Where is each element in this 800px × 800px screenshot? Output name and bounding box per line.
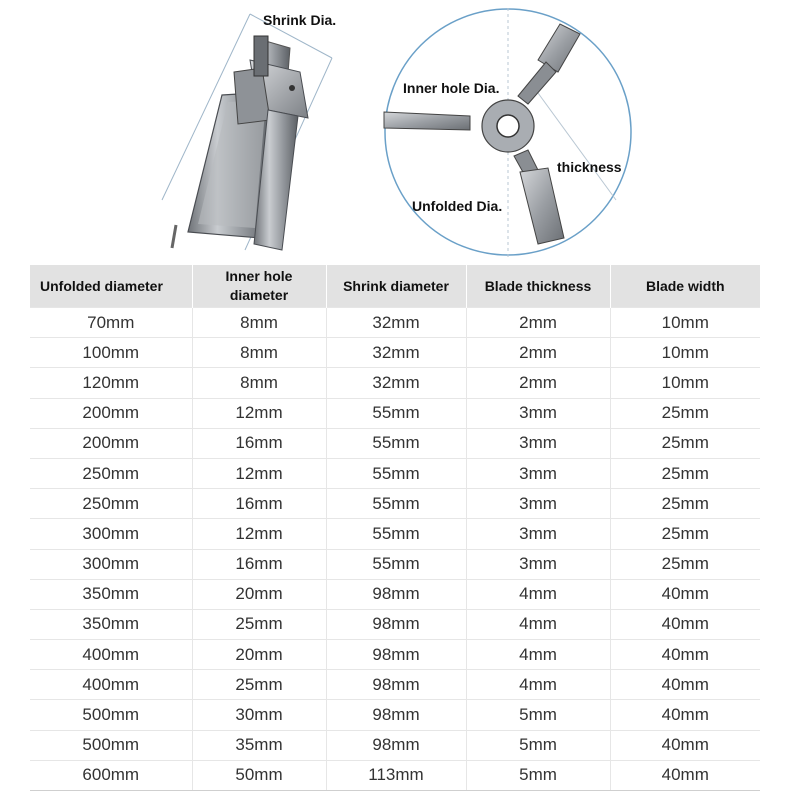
table-cell: 250mm [30, 458, 192, 488]
inner-hole-dia-label: Inner hole Dia. [403, 80, 500, 96]
table-row [30, 519, 760, 549]
table-row [30, 308, 760, 338]
table-cell: 12mm [192, 458, 326, 488]
table-cell: 25mm [610, 489, 760, 519]
table-cell: 98mm [326, 640, 466, 670]
table-cell: 32mm [326, 368, 466, 398]
table-cell: 400mm [30, 640, 192, 670]
table-header-row [30, 265, 760, 308]
table-cell: 4mm [466, 670, 610, 700]
table-cell: 40mm [610, 670, 760, 700]
table-cell: 4mm [466, 579, 610, 609]
table-cell: 40mm [610, 700, 760, 730]
header-inner-hole-diameter: Inner hole diameter [192, 265, 326, 308]
table-cell: 16mm [192, 489, 326, 519]
table-cell: 12mm [192, 398, 326, 428]
table-cell: 100mm [30, 338, 192, 368]
table-row [30, 760, 760, 790]
table-cell: 600mm [30, 760, 192, 790]
table-cell: 300mm [30, 549, 192, 579]
thickness-label: thickness [557, 159, 622, 175]
table-cell: 400mm [30, 670, 192, 700]
table-cell: 40mm [610, 760, 760, 790]
table-row [30, 609, 760, 639]
table-cell: 3mm [466, 428, 610, 458]
table-cell: 25mm [610, 519, 760, 549]
shrink-dia-label: Shrink Dia. [263, 12, 337, 28]
specification-table [30, 265, 760, 791]
table-cell: 55mm [326, 428, 466, 458]
table-cell: 3mm [466, 398, 610, 428]
table-row [30, 700, 760, 730]
header-unfolded-diameter: Unfolded diameter [30, 265, 192, 308]
table-row [30, 398, 760, 428]
table-cell: 3mm [466, 458, 610, 488]
table-cell: 4mm [466, 609, 610, 639]
table-row [30, 338, 760, 368]
table-cell: 3mm [466, 489, 610, 519]
table-row [30, 549, 760, 579]
table-cell: 350mm [30, 579, 192, 609]
table-cell: 25mm [610, 458, 760, 488]
table-cell: 55mm [326, 519, 466, 549]
table-cell: 30mm [192, 700, 326, 730]
table-row [30, 458, 760, 488]
table-cell: 16mm [192, 549, 326, 579]
table-cell: 350mm [30, 609, 192, 639]
table-cell: 25mm [192, 670, 326, 700]
table-cell: 20mm [192, 640, 326, 670]
table-cell: 55mm [326, 398, 466, 428]
table-cell: 25mm [610, 398, 760, 428]
header-blade-width: Blade width [610, 265, 760, 308]
table-cell: 98mm [326, 700, 466, 730]
table-cell: 3mm [466, 519, 610, 549]
table-cell: 113mm [326, 760, 466, 790]
table-cell: 40mm [610, 730, 760, 760]
table-cell: 40mm [610, 640, 760, 670]
table-cell: 500mm [30, 700, 192, 730]
table-row [30, 730, 760, 760]
table-cell: 5mm [466, 730, 610, 760]
header-shrink-diameter: Shrink diameter [326, 265, 466, 308]
table-cell: 2mm [466, 368, 610, 398]
table-cell: 55mm [326, 489, 466, 519]
table-cell: 250mm [30, 489, 192, 519]
table-cell: 25mm [610, 549, 760, 579]
table-cell: 40mm [610, 579, 760, 609]
table-cell: 55mm [326, 549, 466, 579]
table-cell: 40mm [610, 609, 760, 639]
table-cell: 200mm [30, 398, 192, 428]
table-row [30, 489, 760, 519]
table-cell: 8mm [192, 368, 326, 398]
table-cell: 5mm [466, 700, 610, 730]
table-cell: 50mm [192, 760, 326, 790]
table-cell: 12mm [192, 519, 326, 549]
table-cell: 300mm [30, 519, 192, 549]
table-cell: 35mm [192, 730, 326, 760]
table-cell: 8mm [192, 338, 326, 368]
table-cell: 20mm [192, 579, 326, 609]
header-blade-thickness: Blade thickness [466, 265, 610, 308]
table-cell: 8mm [192, 308, 326, 338]
table-cell: 98mm [326, 609, 466, 639]
table-cell: 16mm [192, 428, 326, 458]
table-cell: 4mm [466, 640, 610, 670]
table-cell: 10mm [610, 308, 760, 338]
table-row [30, 640, 760, 670]
table-cell: 98mm [326, 579, 466, 609]
table-cell: 10mm [610, 338, 760, 368]
table-cell: 200mm [30, 428, 192, 458]
table-cell: 98mm [326, 670, 466, 700]
table-row [30, 368, 760, 398]
table-cell: 2mm [466, 308, 610, 338]
table-cell: 25mm [610, 428, 760, 458]
table-cell: 55mm [326, 458, 466, 488]
table-cell: 5mm [466, 760, 610, 790]
table-cell: 120mm [30, 368, 192, 398]
table-row [30, 670, 760, 700]
product-illustrations [0, 0, 800, 265]
table-row [30, 579, 760, 609]
table-row [30, 428, 760, 458]
table-cell: 98mm [326, 730, 466, 760]
table-cell: 32mm [326, 338, 466, 368]
table-cell: 2mm [466, 338, 610, 368]
unfolded-impeller-image [378, 0, 638, 265]
table-cell: 500mm [30, 730, 192, 760]
table-cell: 70mm [30, 308, 192, 338]
table-cell: 25mm [192, 609, 326, 639]
table-cell: 3mm [466, 549, 610, 579]
table-cell: 32mm [326, 308, 466, 338]
unfolded-dia-label: Unfolded Dia. [412, 198, 503, 214]
table-cell: 10mm [610, 368, 760, 398]
